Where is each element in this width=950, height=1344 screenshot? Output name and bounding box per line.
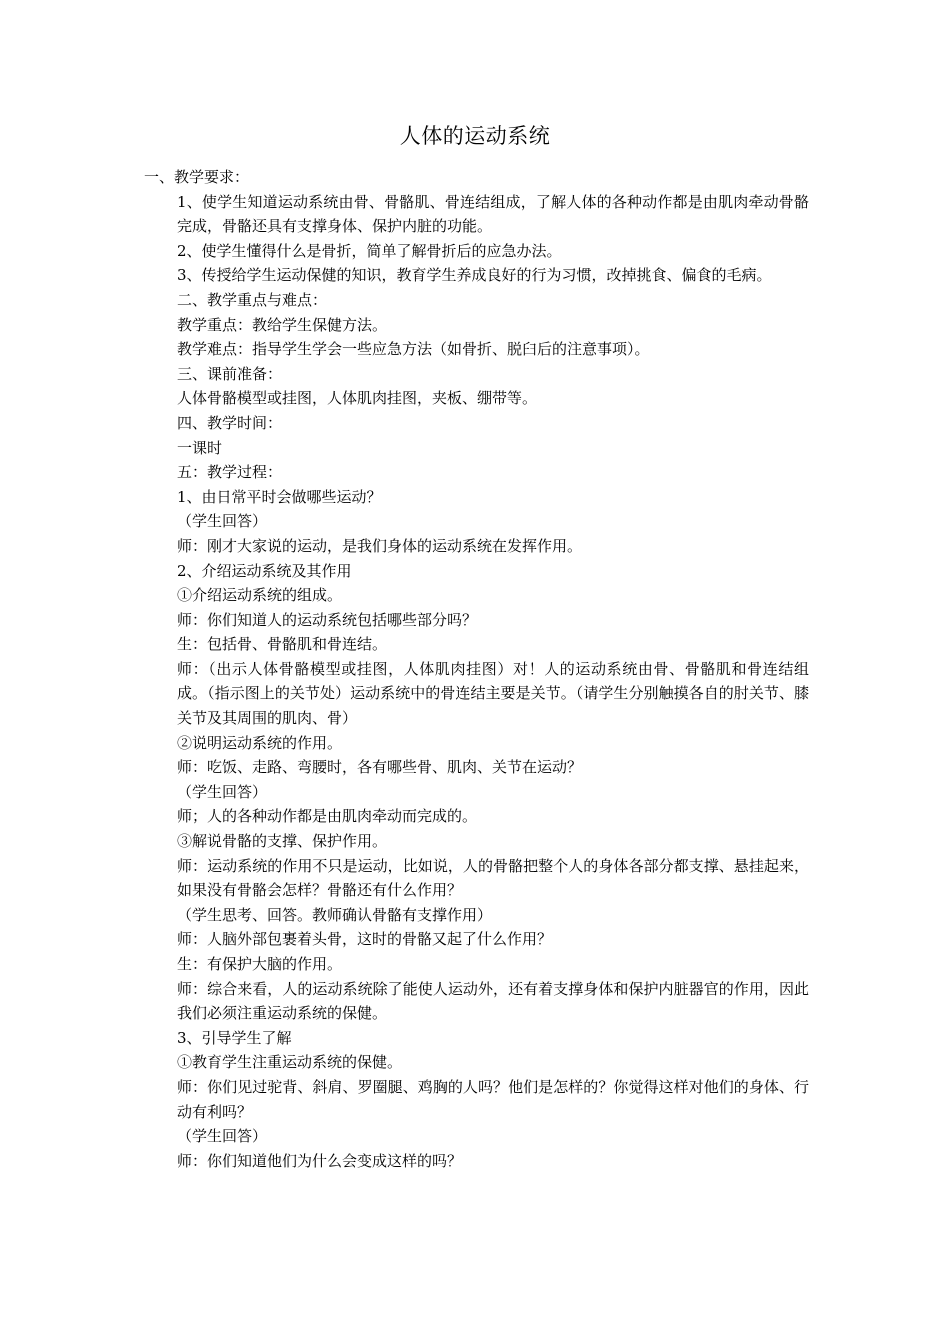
section-heading: 二、教学重点与难点： — [177, 290, 328, 309]
paragraph: ②说明运动系统的作用。 — [177, 733, 343, 752]
paragraph: 教学重点：教给学生保健方法。 — [177, 315, 388, 334]
paragraph: （学生回答） — [177, 1127, 268, 1146]
paragraph: 师；人的各种动作都是由肌肉牵动而完成的。 — [177, 807, 478, 826]
paragraph: 师：吃饭、走路、弯腰时，各有哪些骨、肌肉、关节在运动？ — [177, 758, 583, 777]
section-heading-requirements: 一、教学要求： — [144, 168, 250, 186]
section-heading: 四、教学时间： — [177, 413, 283, 432]
paragraph: 师：你们知道人的运动系统包括哪些部分吗？ — [177, 610, 478, 629]
paragraph: 师：刚才大家说的运动，是我们身体的运动系统在发挥作用。 — [177, 536, 583, 555]
paragraph: 2、介绍运动系统及其作用 — [177, 561, 352, 580]
paragraph: 师：你们知道他们为什么会变成这样的吗？ — [177, 1151, 463, 1170]
paragraph: 1、由日常平时会做哪些运动？ — [177, 487, 382, 506]
paragraph: 生：有保护大脑的作用。 — [177, 955, 343, 973]
paragraph: 1、使学生知道运动系统由骨、骨骼肌、骨连结组成，了解人体的各种动作都是由肌肉牵动骨骼完成，骨骼还具有支撑身体、保护内脏的功能。 — [177, 192, 809, 236]
paragraph: 3、引导学生了解 — [177, 1028, 292, 1047]
paragraph: 人体骨骼模型或挂图，人体肌肉挂图，夹板、绷带等。 — [177, 389, 538, 408]
paragraph: 一课时 — [177, 438, 223, 457]
paragraph: ③解说骨骼的支撑、保护作用。 — [177, 832, 388, 851]
paragraph: 3、传授给学生运动保健的知识，教育学生养成良好的行为习惯，改掉挑食、偏食的毛病。 — [177, 266, 772, 285]
paragraph: 师：你们见过驼背、斜肩、罗圈腿、鸡胸的人吗？他们是怎样的？你觉得这样对他们的身体、行动有利吗？ — [177, 1077, 809, 1121]
paragraph: ①介绍运动系统的组成。 — [177, 586, 343, 605]
paragraph: 2、使学生懂得什么是骨折，简单了解骨折后的应急办法。 — [177, 241, 562, 260]
paragraph: 教学难点：指导学生学会一些应急方法（如骨折、脱臼后的注意事项）。 — [177, 340, 650, 359]
paragraph: （学生思考、回答。教师确认骨骼有支撑作用） — [177, 905, 493, 924]
paragraph: 师：运动系统的作用不只是运动，比如说，人的骨骼把整个人的身体各部分都支撑、悬挂起来，如果没有骨骼会怎样？骨骼还有什么作用？ — [177, 856, 809, 900]
section-heading: 五：教学过程： — [177, 463, 283, 482]
paragraph: 生：包括骨、骨骼肌和骨连结。 — [177, 635, 388, 654]
paragraph: （学生回答） — [177, 782, 268, 801]
paragraph: 师：（出示人体骨骼模型或挂图，人体肌肉挂图）对！人的运动系统由骨、骨骼肌和骨连结组成。（指示图上的关节处）运动系统中的骨连结主要是关节。（请学生分别触摸各自的肘关节、膝关节及其周围的肌肉、骨） — [177, 659, 809, 728]
paragraph: ①教育学生注重运动系统的保健。 — [177, 1053, 403, 1072]
document-body — [177, 190, 809, 1174]
paragraph: 师：人脑外部包裹着头骨，这时的骨骼又起了什么作用？ — [177, 930, 553, 949]
paragraph: （学生回答） — [177, 512, 268, 531]
document-title: 人体的运动系统 — [399, 124, 551, 148]
paragraph: 师：综合来看，人的运动系统除了能使人运动外，还有着支撑身体和保护内脏器官的作用，因此我们必须注重运动系统的保健。 — [177, 979, 809, 1023]
section-heading: 三、课前准备： — [177, 364, 283, 383]
